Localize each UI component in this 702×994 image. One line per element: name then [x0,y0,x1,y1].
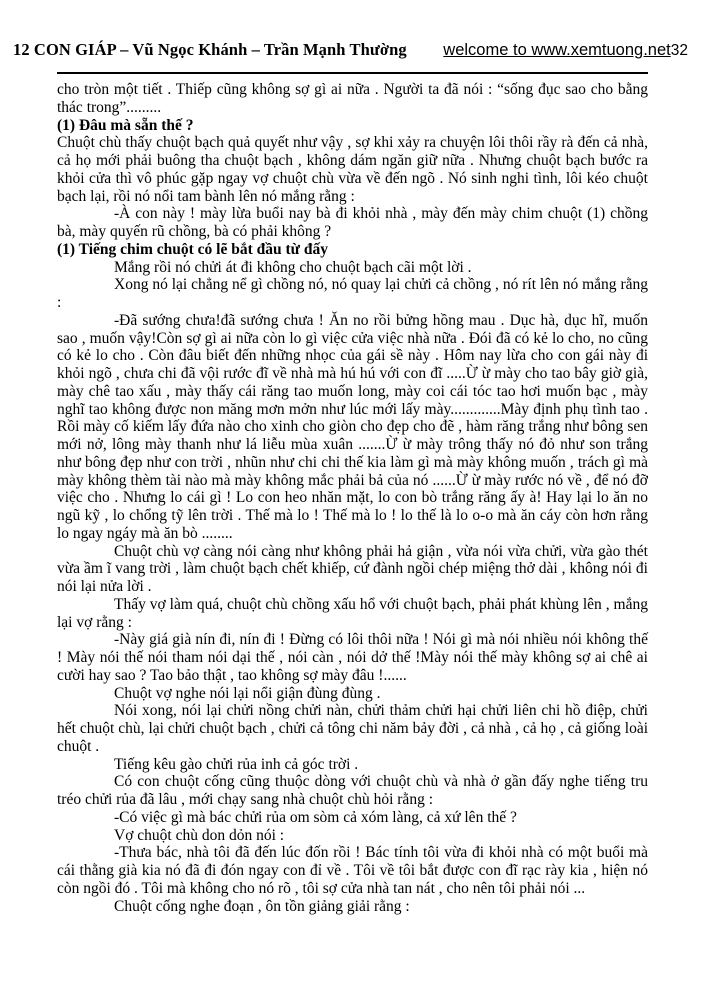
paragraph: Có con chuột cống cũng thuộc dòng với chuột chù và nhà ở gần đấy nghe tiếng tru tréo chửi rủa đã lâu , mới chạy sang nhà chuột chù hỏi rằng : [57,773,648,808]
header-divider [57,72,648,74]
paragraph: -À con này ! mày lừa buổi nay bà đi khỏi nhà , mày đến mày chim chuột (1) chồng bà, mày quyến rũ chồng, bà có phải không ? [57,205,648,240]
paragraph: Mắng rồi nó chửi át đi không cho chuột bạch cãi một lời . [114,258,472,276]
website-link[interactable]: welcome to www.xemtuong.net [443,41,671,59]
paragraph: Chuột cống nghe đoạn , ôn tồn giảng giải rằng : [114,897,410,915]
book-title: 12 CON GIÁP – Vũ Ngọc Khánh – Trần Mạnh Thường [13,40,407,59]
paragraph: cho tròn một tiết . Thiếp cũng không sợ gì ai nữa . Người ta đã nói : “sống đục sao cho bằng thác trong”......... [57,81,648,116]
paragraph: -Có việc gì mà bác chửi rủa om sòm cả xóm làng, cả xứ lên thế ? [114,808,517,826]
paragraph: Vợ chuột chù don dỏn nói : [114,826,285,844]
paragraph: Chuột chù thấy chuột bạch quả quyết như vậy , sợ khi xảy ra chuyện lôi thôi rầy rà đến cả nhà, cả họ mới phải buông tha chuột bạch , không dám ngăn giữ nữa . Nhưng chuột bạch bước ra khỏi cửa thì vô phúc gặp ngay vợ chuột chù vừa về đến ngõ . Nó sinh nghi tình, lôi kéo chuột bạch lại, rồi nó nổi tam bành lên nó mắng rằng : [57,134,648,205]
paragraph: Tiếng kêu gào chửi rủa inh cả góc trời . [114,755,359,773]
header-right [443,41,688,60]
paragraph: -Này giá già nín đi, nín đi ! Đừng có lôi thôi nữa ! Nói gì mà nói nhiều nói không thế ! Mày nói thế nói tham nói dại thế , nói càn , nói dở thế !Mày nói thế mày không sợ ai chê ai cười hay sao ? Tao bảo thật , tao không sợ mày đâu !...... [57,631,648,684]
page-number: 32 [670,42,688,59]
paragraph: Nói xong, nói lại chửi nồng chửi nàn, chửi thảm chửi hại chửi liên chi hồ điệp, chửi hết chuột chù, lại chửi chuột bạch , chửi cả tông chi năm bảy đời , cả nhà , cả họ , cả giống loài chuột . [57,702,648,755]
paragraph: Xong nó lại chẳng nể gì chồng nó, nó quay lại chửi cả chồng , nó rít lên nó mắng rằng : [57,276,648,311]
paragraph: Thấy vợ làm quá, chuột chù chồng xấu hổ với chuột bạch, phải phát khùng lên , mắng lại vợ rằng : [57,595,648,631]
section-heading: (1) Tiếng chim chuột có lẽ bắt đầu từ đấy [57,240,328,258]
section-heading: (1) Đâu mà sẵn thế ? [57,116,194,134]
paragraph: Chuột chù vợ càng nói càng như không phải hả giận , vừa nói vừa chửi, vừa gào thét vừa ầm ĩ vang trời , làm chuột bạch chết khiếp, cứ đành ngồi chép miệng thở dài , không nói đi nói lại nửa lời . [57,542,648,595]
paragraph: Chuột vợ nghe nói lại nổi giận đùng đùng . [114,684,381,702]
paragraph: -Đã sướng chưa!đã sướng chưa ! Ăn no rồi bửng hồng mau . Dục hà, dục hĩ, muốn sao , muốn vậy!Còn sợ gì ai nữa còn lo gì việc cửa việc nhà nữa . Đói đã có kẻ lo cho, no cũng có kẻ lo cho . Còn đâu biết đến những nhọc của gái sề này . Hôm nay lừa cho con gái này đi khỏi ngõ , chưa chi đã vội rước đĩ về nhà mà hú hú với con đĩ .....Ừ ừ mày cho tao bây giờ già, mày chê tao xấu , mày thấy cái răng tao muốn long, mày coi cái tóc tao hơi muốn bạc , mày nghĩ tao không được non măng mơn mởn như lúc mới lấy mày.............Mày định phụ tình tao . Rồi mày cố kiếm lấy đứa nào cho xinh cho giòn cho đẹp cho đẽ , hàm răng trắng như bông sen mới nở, lông mày thanh như lá liễu mùa xuân .......Ừ ừ mày trông thấy nó đỏ như son trắng như bông đẹp như con trời , nhũn như chi chi thế kia làm gì mà mày không muốn , trách gì mà mày không thèm tài nào mà mày không mắc phải bả của nó ......Ừ ừ mày rước nó về , để nó đỡ việc cho . Nhưng lo cái gì ! Lo con heo nhăn mặt, lo con bò trắng răng ấy à! Hay lại lo ăn no ngũ kỹ , lo chổng tỹ lên trời . Thế mà lo ! Thế mà lo ! lo thế là lo o-o mà ăn cáy còn hơn rằng lo ngay ngáy mà ăn bò ........ [57,311,648,542]
page-header [13,40,688,60]
paragraph: -Thưa bác, nhà tôi đã đến lúc đốn rồi ! Bác tính tôi vừa đi khỏi nhà có một buổi mà cái thằng già kia nó đã đi đón ngay con đỉ về . Tôi về tôi bắt được con đĩ rạc rày kia , hiện nó còn ngồi đó . Tôi mà không cho nó rõ , tôi sợ cửa nhà tan nát , cho nên tôi phải nói ... [57,844,648,897]
document-body [57,81,648,915]
